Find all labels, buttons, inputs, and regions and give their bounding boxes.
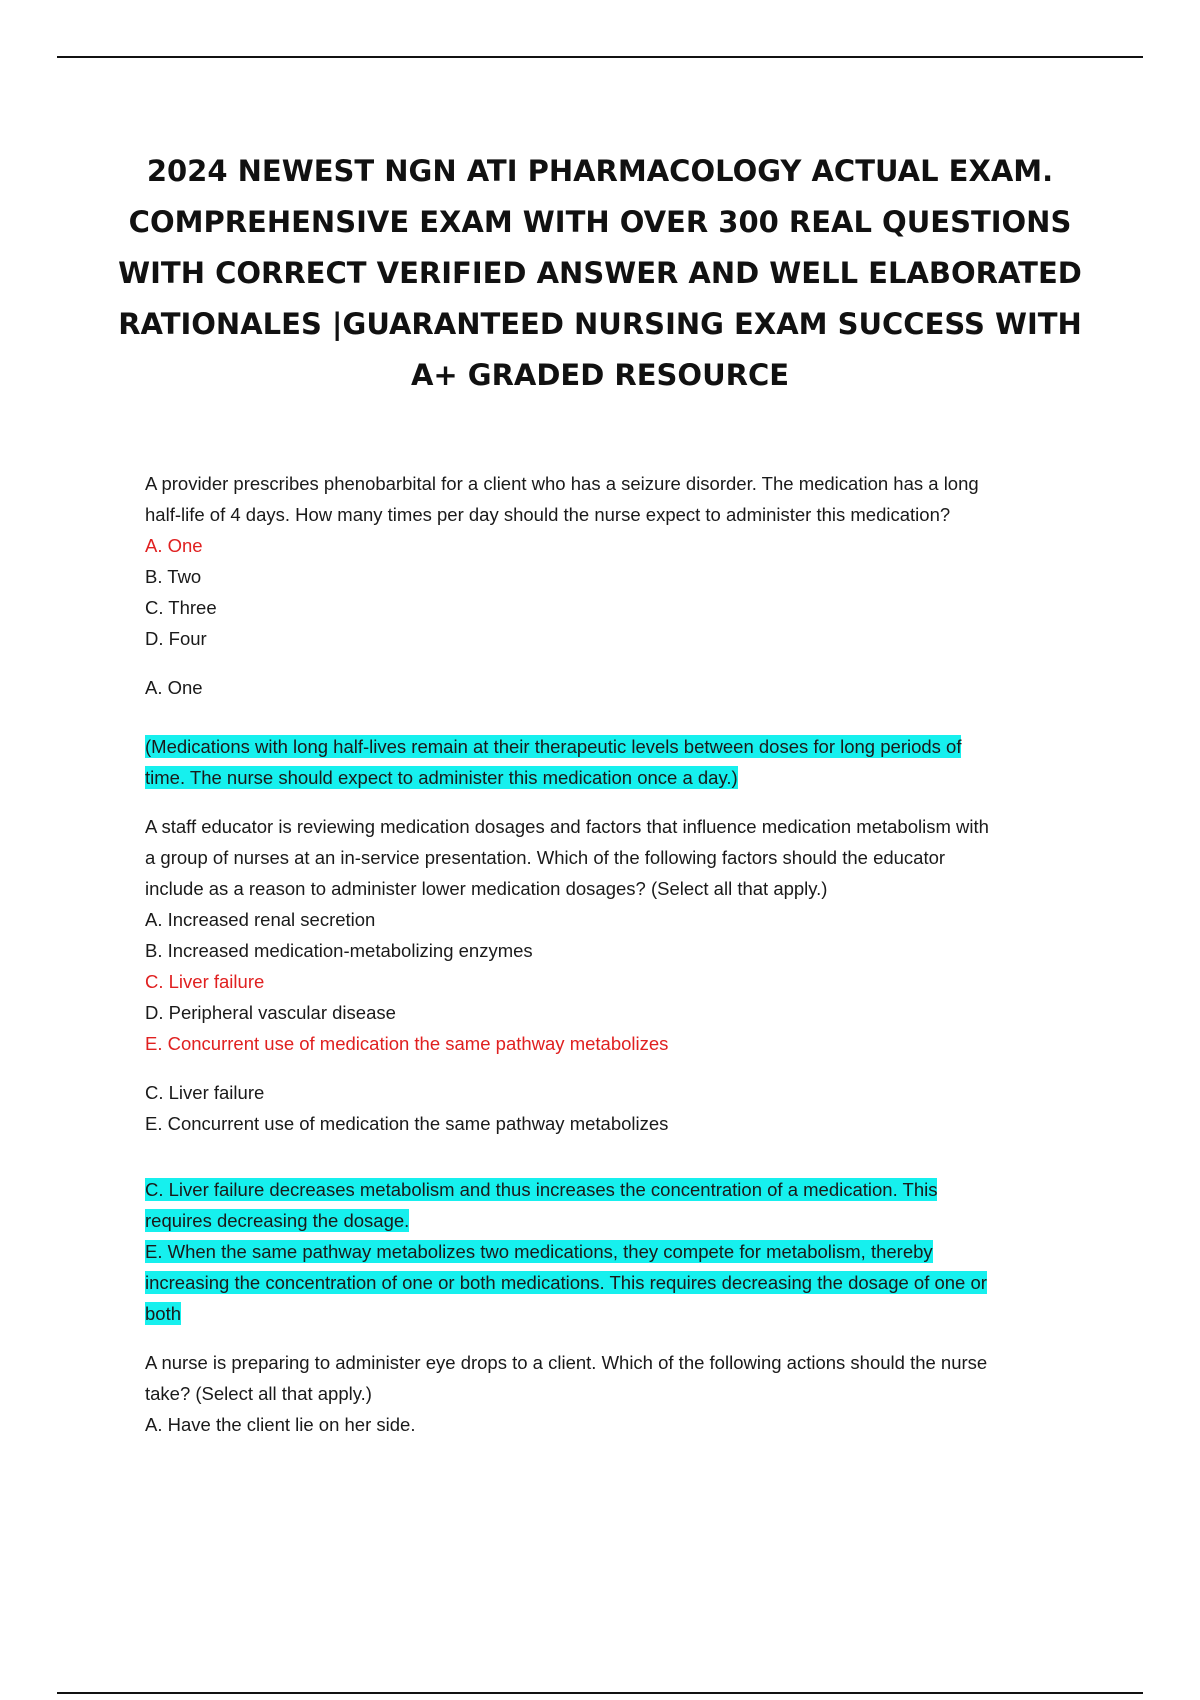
option: B. Increased medication-metabolizing enzymes — [145, 940, 533, 961]
rationale-highlight: requires decreasing the dosage. — [145, 1210, 410, 1231]
rationale-line — [145, 1267, 1095, 1298]
question-stem-line: A provider prescribes phenobarbital for a client who has a seizure disorder. The medication has a long — [145, 473, 979, 494]
question-3 — [145, 1347, 1095, 1440]
document-title — [100, 146, 1100, 401]
answer-line: E. Concurrent use of medication the same pathway metabolizes — [145, 1113, 669, 1134]
option-correct: C. Liver failure — [145, 971, 265, 992]
answer-line: C. Liver failure — [145, 1082, 265, 1103]
title-line: COMPREHENSIVE EXAM WITH OVER 300 REAL QUESTIONS — [128, 205, 1072, 239]
rationale-highlight: (Medications with long half-lives remain at their therapeutic levels between doses for long periods of — [145, 736, 962, 757]
rationale-line — [145, 731, 1095, 762]
bottom-rule — [57, 1692, 1143, 1694]
rationale-highlight: E. When the same pathway metabolizes two medications, they compete for metabolism, thereby — [145, 1241, 933, 1262]
answer-line: A. One — [145, 677, 203, 698]
rationale-line — [145, 1298, 1095, 1329]
option: D. Four — [145, 628, 207, 649]
rationale-highlight: both — [145, 1303, 182, 1324]
option: C. Three — [145, 597, 217, 618]
option-correct: A. One — [145, 535, 203, 556]
rationale-highlight: C. Liver failure decreases metabolism and thus increases the concentration of a medication. This — [145, 1179, 938, 1200]
title-line: RATIONALES |GUARANTEED NURSING EXAM SUCCESS WITH — [118, 307, 1082, 341]
option: B. Two — [145, 566, 202, 587]
question-stem-line: half-life of 4 days. How many times per day should the nurse expect to administer this medication? — [145, 504, 951, 525]
rationale-highlight: increasing the concentration of one or both medications. This requires decreasing the dosage of one or — [145, 1272, 987, 1293]
rationale-line — [145, 1174, 1095, 1205]
question-2 — [145, 811, 1095, 1329]
question-stem-line: include as a reason to administer lower medication dosages? (Select all that apply.) — [145, 878, 828, 899]
question-stem-line: A nurse is preparing to administer eye drops to a client. Which of the following actions should the nurse — [145, 1352, 988, 1373]
question-stem-line: A staff educator is reviewing medication dosages and factors that influence medication metabolism with — [145, 816, 989, 837]
option: A. Have the client lie on her side. — [145, 1414, 416, 1435]
question-stem-line: a group of nurses at an in-service presentation. Which of the following factors should the educator — [145, 847, 946, 868]
top-rule — [57, 56, 1143, 58]
option: A. Increased renal secretion — [145, 909, 376, 930]
rationale-line — [145, 762, 1095, 793]
option: D. Peripheral vascular disease — [145, 1002, 396, 1023]
title-line: A+ GRADED RESOURCE — [410, 358, 790, 392]
rationale-line — [145, 1236, 1095, 1267]
title-line: WITH CORRECT VERIFIED ANSWER AND WELL ELABORATED — [118, 256, 1082, 290]
title-line: 2024 NEWEST NGN ATI PHARMACOLOGY ACTUAL EXAM. — [146, 154, 1054, 188]
question-1 — [145, 468, 1095, 793]
question-stem-line: take? (Select all that apply.) — [145, 1383, 372, 1404]
rationale-highlight: time. The nurse should expect to administer this medication once a day.) — [145, 767, 738, 788]
option-correct: E. Concurrent use of medication the same pathway metabolizes — [145, 1033, 669, 1054]
document-body — [145, 468, 1095, 1440]
rationale-line — [145, 1205, 1095, 1236]
